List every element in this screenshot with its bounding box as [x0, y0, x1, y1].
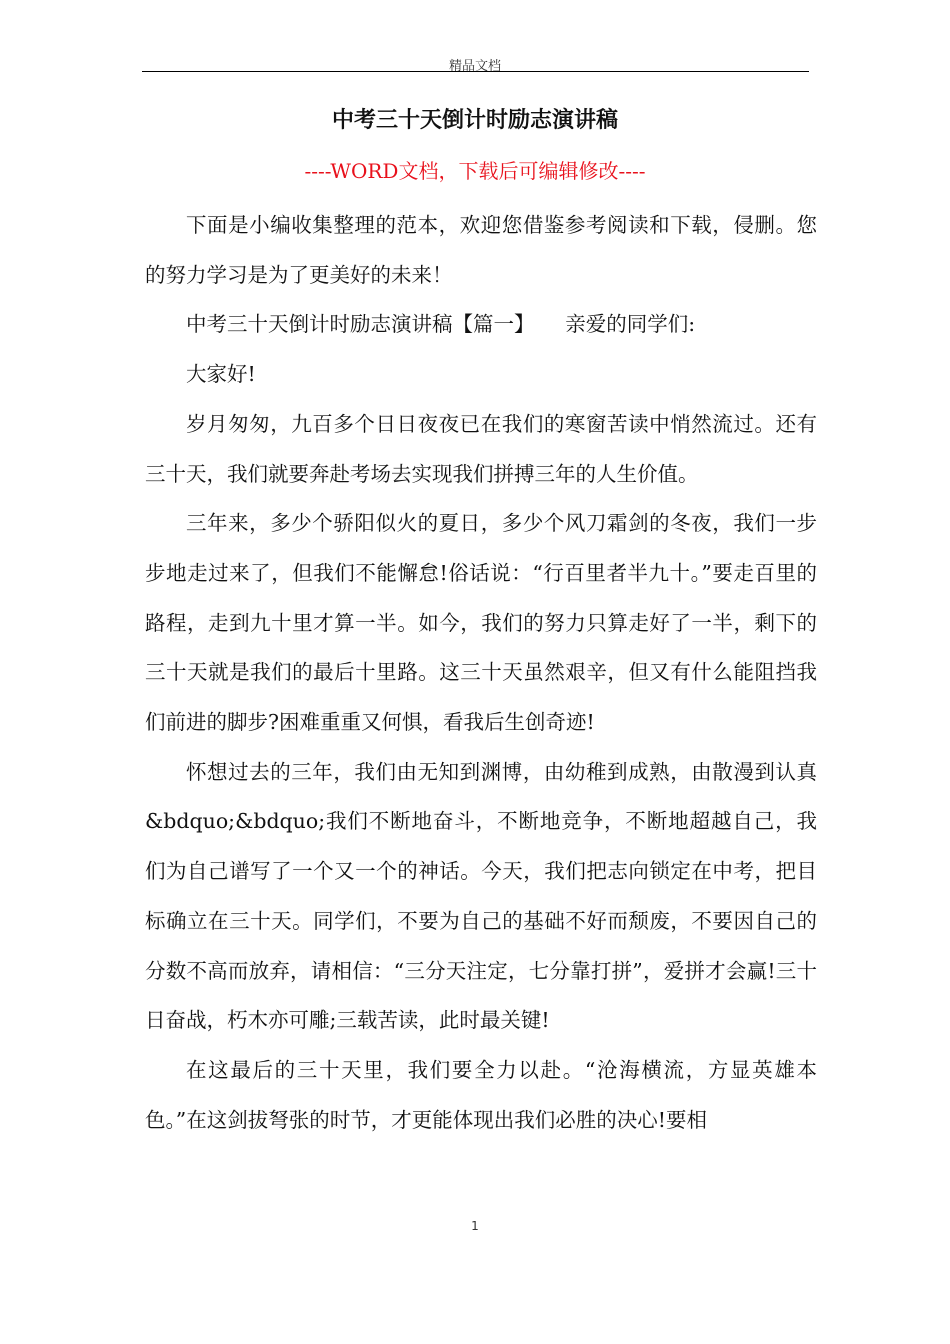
- paragraph: 怀想过去的三年，我们由无知到渊博，由幼稚到成熟，由散漫到认真&bdquo;&bdquo;我们不断地奋斗，不断地竞争，不断地超越自己，我们为自己谱写了一个又一个的神话。今天，我们把志向锁定在中考，把目标确立在三十天。同学们，不要为自己的基础不好而颓废，不要因自己的分数不高而放弃，请相信：“三分天注定，七分靠打拼”，爱拼才会赢!三十日奋战，朽木亦可雕;三载苦读，此时最关键!: [145, 759, 817, 1033]
- page-number: 1: [471, 1219, 479, 1233]
- paragraph-hello: 大家好!: [186, 362, 256, 387]
- paragraph: 三年来，多少个骄阳似火的夏日，多少个风刀霜剑的冬夜，我们一步步地走过来了，但我们不能懈怠!俗话说：“行百里者半九十。”要走百里的路程，走到九十里才算一半。如今，我们的努力只算走好了一半，剩下的三十天就是我们的最后十里路。这三十天虽然艰辛，但又有什么能阻挡我们前进的脚步?困难重重又何惧，看我后生创奇迹!: [145, 511, 817, 735]
- paragraph: 岁月匆匆，九百多个日日夜夜已在我们的寒窗苦读中悄然流过。还有三十天，我们就要奔赴考场去实现我们拼搏三年的人生价值。: [145, 411, 817, 486]
- document-title: 中考三十天倒计时励志演讲稿: [331, 107, 618, 133]
- paragraph-heading-greeting: 中考三十天倒计时励志演讲稿【篇一】 亲爱的同学们:: [186, 312, 696, 337]
- paragraph-intro: 下面是小编收集整理的范本，欢迎您借鉴参考阅读和下载，侵删。您的努力学习是为了更美好的未来！: [145, 213, 817, 287]
- header-divider: [142, 71, 809, 72]
- paragraph: 在这最后的三十天里，我们要全力以赴。“沧海横流，方显英雄本色。”在这剑拔弩张的时节，才更能体现出我们必胜的决心!要相: [145, 1057, 817, 1132]
- document-subtitle: ----WORD文档，下载后可编辑修改----: [304, 159, 646, 183]
- document-body: [145, 201, 817, 1145]
- page-header-text: 精品文档: [448, 59, 501, 74]
